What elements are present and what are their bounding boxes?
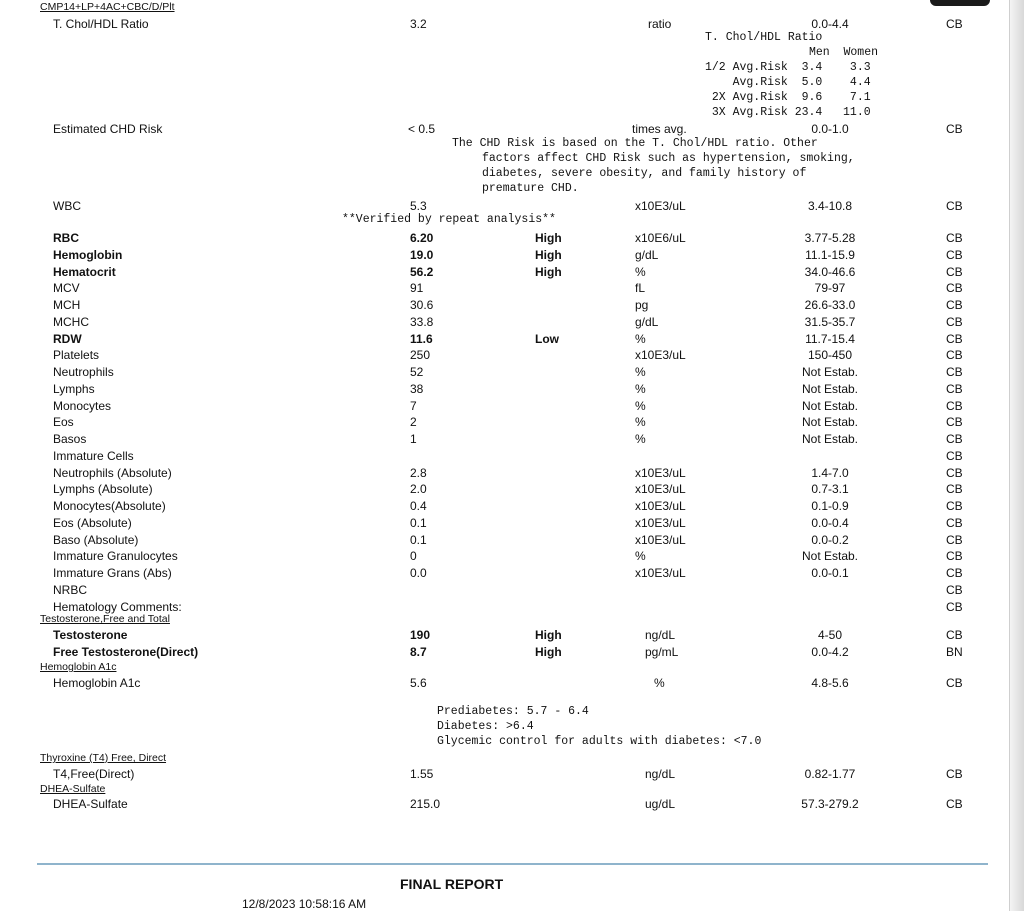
result-row	[0, 645, 1010, 661]
test-name: Hemoglobin A1c	[53, 676, 141, 690]
test-lab: CB	[946, 381, 963, 396]
test-reference: 3.4-10.8	[807, 199, 853, 213]
test-reference: Not Estab.	[801, 549, 859, 564]
test-name: Monocytes	[53, 398, 112, 413]
test-lab: BN	[946, 645, 963, 659]
test-unit: x10E3/uL	[635, 199, 686, 213]
test-lab: CB	[946, 231, 963, 245]
test-lab: CB	[946, 348, 963, 363]
test-unit: x10E3/uL	[635, 566, 686, 580]
test-lab: CB	[946, 247, 963, 262]
test-lab: CB	[946, 465, 963, 480]
a1c-note-line: Diabetes: >6.4	[437, 720, 534, 733]
test-name: Lymphs (Absolute)	[53, 482, 153, 497]
test-name: Immature Granulocytes	[53, 549, 178, 564]
test-unit: %	[635, 331, 646, 346]
test-unit: times avg.	[632, 122, 687, 136]
test-result: 0	[410, 549, 417, 564]
test-unit: g/dL	[635, 247, 659, 262]
test-unit: ratio	[648, 17, 672, 31]
test-flag: High	[535, 645, 562, 659]
result-row	[0, 298, 1010, 314]
test-unit: x10E6/uL	[635, 231, 686, 245]
test-unit: %	[635, 365, 646, 379]
test-name: MCHC	[53, 314, 89, 329]
result-row	[0, 281, 1010, 297]
test-result: 30.6	[410, 298, 434, 312]
test-name: Monocytes(Absolute)	[53, 499, 166, 513]
test-result: 0.1	[410, 532, 427, 547]
test-lab: CB	[946, 482, 963, 497]
test-name: Testosterone	[53, 628, 128, 642]
test-unit: %	[635, 381, 646, 396]
section-header-a1c: Hemoglobin A1c	[40, 661, 117, 673]
result-row	[0, 516, 1010, 532]
test-name: Lymphs	[53, 381, 95, 396]
test-reference: 31.5-35.7	[804, 314, 856, 329]
chol-table-title: T. Chol/HDL Ratio	[705, 31, 823, 44]
test-lab: CB	[946, 582, 963, 597]
test-unit: %	[654, 676, 665, 690]
section-header-cmp: CMP14+LP+4AC+CBC/D/Plt	[40, 1, 175, 13]
test-name: Hemoglobin	[53, 247, 123, 262]
test-unit: ng/dL	[645, 767, 676, 781]
test-name: RBC	[53, 231, 79, 245]
result-row	[0, 415, 1010, 431]
test-reference: Not Estab.	[801, 415, 859, 430]
test-result: 190	[410, 628, 431, 642]
test-unit: x10E3/uL	[635, 482, 686, 497]
test-unit: ng/dL	[645, 628, 676, 642]
test-name: MCH	[53, 298, 81, 312]
test-result: 52	[410, 365, 424, 379]
test-name: Neutrophils	[53, 365, 114, 379]
test-unit: %	[635, 398, 646, 413]
test-result: 2	[410, 415, 417, 430]
test-lab: CB	[946, 314, 963, 329]
test-reference: 0.0-4.2	[811, 645, 849, 659]
test-result: 0.4	[410, 499, 427, 513]
test-flag: High	[535, 628, 562, 642]
test-reference: 0.0-4.4	[811, 17, 849, 31]
test-lab: CB	[946, 199, 963, 213]
test-result: 56.2	[410, 264, 434, 279]
chd-note-line: factors affect CHD Risk such as hypertension, smoking,	[482, 152, 855, 165]
chol-table-row: Avg.Risk 5.0 4.4	[705, 76, 871, 89]
section-header-t4: Thyroxine (T4) Free, Direct	[40, 752, 167, 764]
test-lab: CB	[946, 448, 963, 463]
test-name: DHEA-Sulfate	[53, 797, 128, 811]
test-lab: CB	[946, 122, 963, 136]
result-row-dhea	[0, 797, 1010, 813]
result-row	[0, 315, 1010, 331]
test-result: 2.8	[410, 465, 427, 480]
test-name: Hematology Comments:	[53, 599, 182, 614]
test-lab: CB	[946, 17, 963, 31]
result-row	[0, 466, 1010, 482]
test-unit: fL	[635, 281, 646, 296]
chol-table-row: 3X Avg.Risk 23.4 11.0	[705, 106, 871, 119]
test-lab: CB	[946, 767, 963, 781]
scan-artifact	[930, 0, 990, 6]
page-edge	[1009, 0, 1024, 911]
test-name: T. Chol/HDL Ratio	[53, 17, 149, 31]
test-lab: CB	[946, 365, 963, 379]
result-row-chol-ratio	[0, 17, 1010, 33]
test-result: 19.0	[410, 247, 434, 262]
test-reference: 150-450	[807, 348, 853, 363]
report-timestamp: 12/8/2023 10:58:16 AM	[242, 897, 367, 911]
result-row	[0, 265, 1010, 281]
test-result: 2.0	[410, 482, 427, 497]
test-lab: CB	[946, 331, 963, 346]
chd-note-line: The CHD Risk is based on the T. Chol/HDL ratio. Other	[452, 137, 818, 150]
test-flag: Low	[535, 331, 559, 346]
result-row	[0, 566, 1010, 582]
test-name: WBC	[53, 199, 81, 213]
result-row	[0, 348, 1010, 364]
test-reference: 0.0-0.1	[811, 566, 849, 580]
test-result: 7	[410, 398, 417, 413]
chd-note-line: diabetes, severe obesity, and family history of	[482, 167, 807, 180]
test-reference: Not Estab.	[801, 398, 859, 413]
test-name: RDW	[53, 331, 82, 346]
test-lab: CB	[946, 298, 963, 312]
result-row	[0, 382, 1010, 398]
result-row	[0, 231, 1010, 247]
test-result: 5.6	[410, 676, 427, 690]
test-name: T4,Free(Direct)	[53, 767, 135, 781]
test-name: MCV	[53, 281, 80, 296]
test-lab: CB	[946, 599, 963, 614]
test-lab: CB	[946, 515, 963, 530]
test-unit: pg	[635, 298, 649, 312]
verified-note: **Verified by repeat analysis**	[342, 213, 556, 226]
result-row-chd	[0, 122, 1010, 138]
test-name: Eos (Absolute)	[53, 515, 132, 530]
test-flag: High	[535, 231, 562, 245]
test-flag: High	[535, 264, 562, 279]
test-unit: %	[635, 549, 646, 564]
test-reference: 11.1-15.9	[805, 247, 855, 262]
report-status: FINAL REPORT	[400, 876, 504, 892]
test-reference: 0.82-1.77	[804, 767, 856, 781]
test-lab: CB	[946, 549, 963, 564]
test-reference: Not Estab.	[801, 432, 859, 446]
test-result: 1.55	[410, 767, 434, 781]
test-lab: CB	[946, 532, 963, 547]
result-row	[0, 432, 1010, 448]
test-result: 0.0	[410, 566, 427, 580]
test-reference: 0.0-0.2	[811, 532, 849, 547]
result-row	[0, 499, 1010, 515]
test-reference: 3.77-5.28	[804, 231, 856, 245]
test-lab: CB	[946, 566, 963, 580]
test-result: 3.2	[410, 17, 427, 31]
test-unit: g/dL	[635, 314, 659, 329]
test-reference: 0.7-3.1	[811, 482, 849, 497]
section-header-dhea: DHEA-Sulfate	[40, 783, 106, 795]
test-reference: 4-50	[817, 628, 843, 642]
result-row-t4	[0, 767, 1010, 783]
test-result: 0.1	[410, 515, 427, 530]
test-name: Free Testosterone(Direct)	[53, 645, 199, 659]
test-result: 8.7	[410, 645, 427, 659]
test-name: Basos	[53, 432, 87, 446]
test-unit: ug/dL	[645, 797, 676, 811]
test-result: 91	[410, 281, 424, 296]
test-lab: CB	[946, 398, 963, 413]
test-reference: 0.0-1.0	[811, 122, 849, 136]
test-reference: 34.0-46.6	[804, 264, 856, 279]
test-name: NRBC	[53, 582, 88, 597]
result-row-a1c	[0, 676, 1010, 692]
test-reference: 0.0-0.4	[811, 515, 849, 530]
test-flag: High	[535, 247, 562, 262]
test-reference: 11.7-15.4	[805, 331, 855, 346]
test-unit: x10E3/uL	[635, 515, 686, 530]
result-row	[0, 399, 1010, 415]
result-row	[0, 449, 1010, 465]
test-reference: 1.4-7.0	[811, 465, 849, 480]
test-name: Platelets	[53, 348, 100, 363]
test-lab: CB	[946, 264, 963, 279]
result-row	[0, 583, 1010, 599]
test-reference: 4.8-5.6	[811, 676, 849, 690]
test-unit: x10E3/uL	[635, 499, 686, 513]
test-result: 33.8	[410, 314, 434, 329]
test-unit: x10E3/uL	[635, 465, 686, 480]
result-row	[0, 628, 1010, 644]
test-result: 250	[410, 348, 431, 363]
test-result: 11.6	[410, 331, 433, 346]
test-name: Hematocrit	[53, 264, 116, 279]
section-header-testosterone: Testosterone,Free and Total	[40, 613, 170, 625]
test-result: 215.0	[410, 797, 441, 811]
footer-divider	[37, 863, 988, 865]
test-reference: 0.1-0.9	[811, 499, 849, 513]
chol-table-row: 2X Avg.Risk 9.6 7.1	[705, 91, 871, 104]
test-lab: CB	[946, 628, 963, 642]
test-result: 6.20	[410, 231, 434, 245]
test-reference: Not Estab.	[801, 365, 859, 379]
test-reference: 26.6-33.0	[804, 298, 856, 312]
test-reference: 79-97	[814, 281, 846, 296]
test-lab: CB	[946, 797, 963, 811]
test-name: Neutrophils (Absolute)	[53, 465, 172, 480]
test-lab: CB	[946, 676, 963, 690]
chol-table-header: Men Women	[809, 46, 879, 59]
test-unit: pg/mL	[645, 645, 679, 659]
test-name: Baso (Absolute)	[53, 532, 139, 547]
test-result: < 0.5	[408, 122, 436, 136]
a1c-note-line: Glycemic control for adults with diabetes: <7.0	[437, 735, 762, 748]
result-row	[0, 549, 1010, 565]
test-unit: %	[635, 264, 646, 279]
test-name: Eos	[53, 415, 74, 430]
test-name: Immature Grans (Abs)	[53, 566, 172, 580]
result-row	[0, 365, 1010, 381]
result-row	[0, 482, 1010, 498]
result-row	[0, 533, 1010, 549]
test-unit: %	[635, 415, 646, 430]
a1c-note-line: Prediabetes: 5.7 - 6.4	[437, 705, 589, 718]
test-lab: CB	[946, 281, 963, 296]
test-unit: x10E3/uL	[635, 348, 686, 363]
test-result: 1	[410, 432, 417, 446]
chd-note-line: premature CHD.	[482, 182, 579, 195]
test-unit: x10E3/uL	[635, 532, 686, 547]
test-reference: 57.3-279.2	[801, 797, 859, 811]
test-result: 5.3	[410, 199, 427, 213]
test-result: 38	[410, 381, 424, 396]
test-name: Estimated CHD Risk	[53, 122, 163, 136]
test-name: Immature Cells	[53, 448, 134, 463]
result-row	[0, 248, 1010, 264]
result-row	[0, 332, 1010, 348]
test-lab: CB	[946, 499, 963, 513]
test-lab: CB	[946, 432, 963, 446]
test-reference: Not Estab.	[801, 381, 859, 396]
test-lab: CB	[946, 415, 963, 430]
chol-table-row: 1/2 Avg.Risk 3.4 3.3	[705, 61, 871, 74]
test-unit: %	[635, 432, 646, 446]
